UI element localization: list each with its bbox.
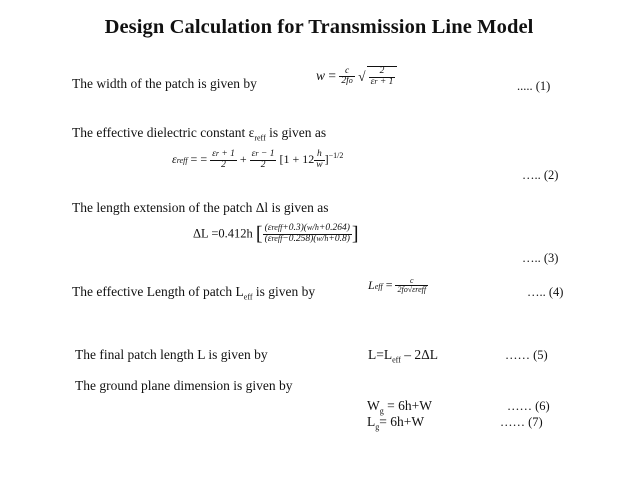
eq2-text: The effective dielectric constant $\varepsilon_{reff}$ is given as [72,125,327,143]
eq2-number: ….. (2) [522,168,559,182]
eq1-formula: w = $\frac{c}{2fo}$ √ $\frac{2}{\varepsilon r + 1}$ [316,66,397,88]
eq4-number: ….. (4) [527,285,564,299]
eq5-formula: $L=L_{eff} - 2\Delta L$ [368,347,439,365]
eq6-formula: $W_g = 6h+W$ [367,398,432,416]
eq2-formula: εreff = = $\frac{\varepsilon r + 1}{2}$ + $\frac{\varepsilon r - 1}{2}$ [1 + 12 $\frac{h}{w}$ ]$^{-1/2}$ [172,149,344,170]
eq1-number: ..... (1) [517,79,551,93]
eq3-number: ….. (3) [522,251,559,265]
eq3-formula: ΔL =0.412h [ $\frac{\text{(εreff+0.3)(w/h+0.264)}}{\text{(εreff−0.258)(w/h+0.8)}}$ ] [193,223,359,245]
slide-title: Design Calculation for Transmission Line Model [104,16,534,38]
eq4-text: The effective Length of patch $L_{eff}$ is given by [72,284,316,302]
eq3-text: The length extension of the patch Δl is given as [72,200,329,215]
eq6-text: The ground plane dimension is given by [75,378,293,393]
eq6-number: …… (6) [507,399,550,413]
eq1-text: The width of the patch is given by [72,76,257,91]
eq4-formula: Leff = $\frac{c}{\text{2fo√εreff}}$ [368,276,427,295]
eq7-formula: $L_g= 6h+W$ [367,414,425,432]
eq5-number: …… (5) [505,348,548,362]
eq5-text: The final patch length L is given by [75,347,268,362]
eq7-number: …… (7) [500,415,543,429]
